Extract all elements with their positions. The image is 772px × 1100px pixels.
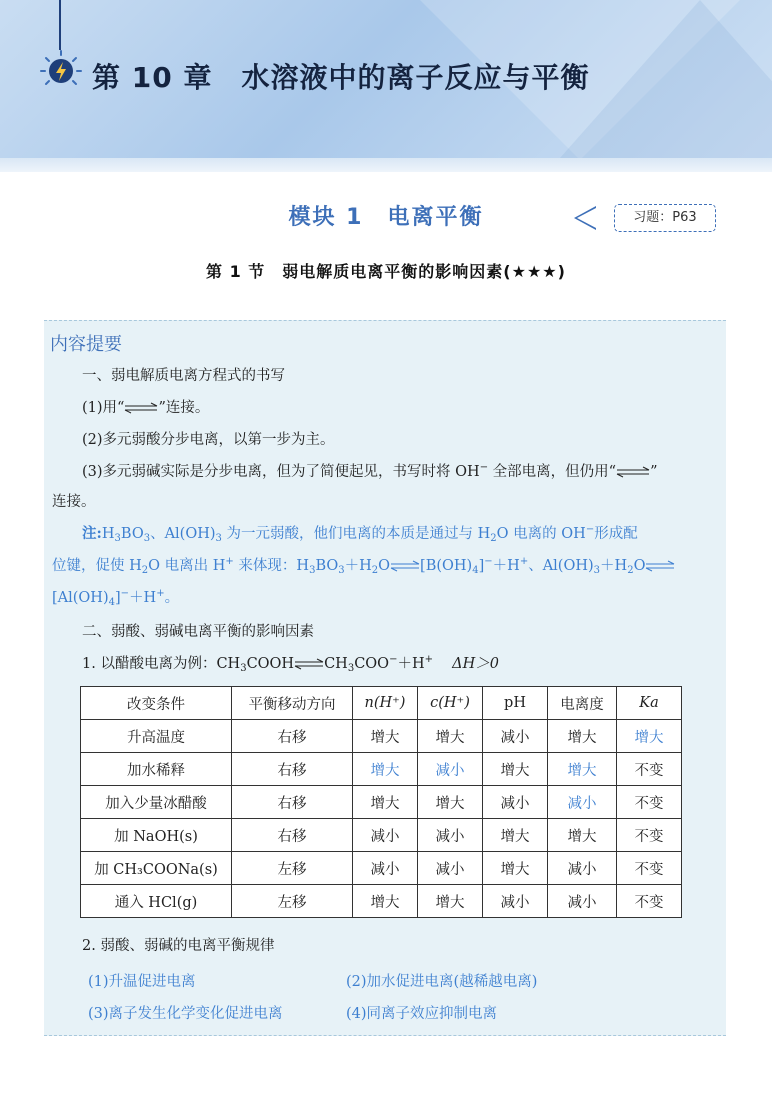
table-row: [81, 720, 682, 753]
equilibrium-arrow-icon: [390, 560, 420, 572]
part1-item3: (3)多元弱碱实际是分步电离，但为了简便起见，书写时将 OH− 全部电离，但仍用“ ”: [82, 462, 658, 480]
law-item: (4)同离子效应抑制电离: [346, 1006, 498, 1022]
table-cell: 不变: [617, 819, 682, 852]
table-cell: 右移: [232, 786, 353, 819]
table-cell: 增大: [483, 753, 548, 786]
table-header-cell: n(H⁺): [353, 687, 418, 720]
law-item: (2)加水促进电离(越稀越电离): [346, 974, 538, 990]
table-cell: 右移: [232, 819, 353, 852]
table-cell: 减小: [483, 885, 548, 918]
table-cell: 不变: [617, 786, 682, 819]
table-cell: 加入少量冰醋酸: [81, 786, 232, 819]
table-header-cell: pH: [483, 687, 548, 720]
equilibrium-arrow-icon: [645, 560, 675, 572]
table-cell: 增大: [353, 786, 418, 819]
table-cell: 增大: [483, 819, 548, 852]
section-title: 第 1 节 弱电解质电离平衡的影响因素(★★★): [206, 262, 566, 281]
content-summary-box: [44, 320, 726, 1036]
table-cell: 不变: [617, 753, 682, 786]
pointer-icon-inner: [577, 208, 596, 228]
part1-item1: (1)用“ ”连接。: [82, 400, 210, 416]
table-cell: 增大: [548, 753, 617, 786]
lightbulb-icon: [40, 50, 82, 92]
bulb-cord: [59, 0, 61, 50]
note-line3: $[Al(OH)_4]^-+H^+$。: [52, 588, 180, 608]
table-cell: 左移: [232, 885, 353, 918]
chapter-title: 第 10 章 水溶液中的离子反应与平衡: [92, 61, 590, 94]
table-cell: 减小: [353, 819, 418, 852]
table-cell: 增大: [418, 786, 483, 819]
table-cell: 通入 HCl(g): [81, 885, 232, 918]
table-row: [81, 753, 682, 786]
part1-item2: (2)多元弱酸分步电离，以第一步为主。: [82, 432, 335, 448]
table-cell: 增大: [548, 819, 617, 852]
table-cell: 加 CH₃COONa(s): [81, 852, 232, 885]
table-cell: 增大: [353, 753, 418, 786]
table-cell: 不变: [617, 852, 682, 885]
table-header-cell: Ka: [617, 687, 682, 720]
table-cell: 减小: [418, 819, 483, 852]
table-cell: 升高温度: [81, 720, 232, 753]
acetic-acid-equation: 1. 以醋酸电离为例：$CH_3COOH$ $CH_3COO^-+H^+$ ΔH＞0: [82, 654, 499, 674]
ionization-factors-table: [80, 686, 682, 918]
part2-title: 二、弱酸、弱碱电离平衡的影响因素: [82, 624, 314, 640]
exercise-page-ref: 习题：P63: [614, 204, 716, 232]
table-row: [81, 786, 682, 819]
equilibrium-arrow-icon: [616, 466, 650, 478]
banner-decoration: [560, 0, 772, 158]
table-cell: 减小: [548, 852, 617, 885]
table-row: [81, 819, 682, 852]
table-header-cell: 平衡移动方向: [232, 687, 353, 720]
table-cell: 右移: [232, 720, 353, 753]
table-cell: 减小: [548, 786, 617, 819]
content-summary-header: 内容提要: [50, 334, 122, 355]
table-cell: 增大: [353, 885, 418, 918]
table-row: [81, 885, 682, 918]
part2-item2-title: 2. 弱酸、弱碱的电离平衡规律: [82, 938, 275, 954]
table-cell: 不变: [617, 885, 682, 918]
equilibrium-arrow-icon: [124, 402, 158, 414]
table-cell: 减小: [548, 885, 617, 918]
table-cell: 加 NaOH(s): [81, 819, 232, 852]
note-line2: 位键，促使 $H_2O$ 电离出 H+ 来体现：$H_3BO_3+H_2O$ $[B(OH)_4]^-+H^+$、$Al(OH)_3+H_2O$: [52, 556, 722, 576]
table-cell: 减小: [418, 852, 483, 885]
table-cell: 减小: [483, 720, 548, 753]
table-header-row: [81, 687, 682, 720]
table-cell: 右移: [232, 753, 353, 786]
part1-title: 一、弱电解质电离方程式的书写: [82, 368, 285, 384]
table-cell: 减小: [483, 786, 548, 819]
note-line1: 注$:H_3BO_3$、$Al(OH)_3$ 为一元弱酸，他们电离的本质是通过与 $H_2O$ 电离的 OH−形成配: [82, 524, 638, 544]
note-label: 注:: [82, 525, 102, 542]
table-cell: 增大: [353, 720, 418, 753]
table-cell: 增大: [418, 720, 483, 753]
banner-shadow: [0, 158, 772, 172]
law-item: (3)离子发生化学变化促进电离: [88, 1006, 283, 1022]
equilibrium-arrow-icon: [294, 658, 324, 670]
table-header-cell: 改变条件: [81, 687, 232, 720]
exercise-badge: [596, 198, 720, 238]
table-cell: 左移: [232, 852, 353, 885]
table-header-cell: 电离度: [548, 687, 617, 720]
table-row: [81, 852, 682, 885]
part1-item3-cont: 连接。: [52, 494, 96, 510]
law-item: (1)升温促进电离: [88, 974, 196, 990]
table-cell: 增大: [418, 885, 483, 918]
table-cell: 增大: [483, 852, 548, 885]
table-cell: 减小: [418, 753, 483, 786]
table-cell: 增大: [548, 720, 617, 753]
module-title: 模块 1 电离平衡: [288, 205, 484, 230]
table-cell: 增大: [617, 720, 682, 753]
table-cell: 减小: [353, 852, 418, 885]
table-cell: 加水稀释: [81, 753, 232, 786]
table-header-cell: c(H⁺): [418, 687, 483, 720]
